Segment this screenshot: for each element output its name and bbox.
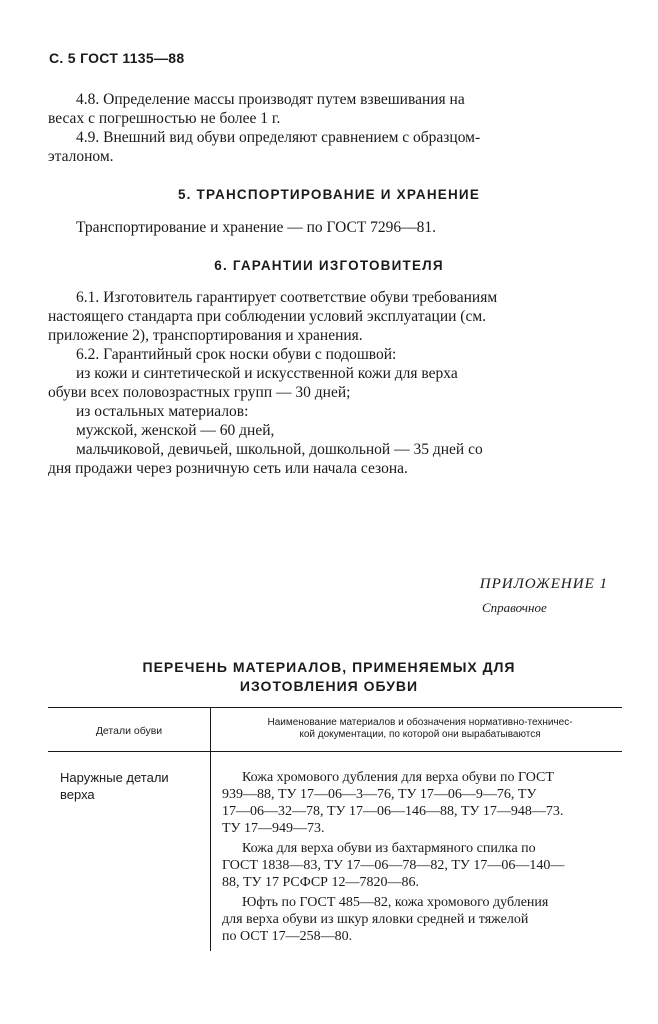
header-line: кой документации, по которой они вырабатываются [299,729,541,740]
text-line: 4.8. Определение массы производят путем взвешивания на [76,91,465,108]
table-header-divider [48,751,622,752]
materials-table [48,707,622,951]
cell-line: по ОСТ 17—258—80. [222,929,353,944]
cell-line: Кожа для верха обуви из бахтармяного спилка по [242,841,536,856]
cell-line: 88, ТУ 17 РСФСР 12—7820—86. [222,875,419,890]
paragraph-4-8 [48,90,618,128]
cell-line: Юфть по ГОСТ 485—82, кожа хромового дубления [242,895,549,910]
material-entry [222,840,618,891]
cell-line: 939—88, ТУ 17—06—3—76, ТУ 17—06—9—76, ТУ [222,787,537,802]
cell-line: верха [60,787,95,802]
text-line: 6.1. Изготовитель гарантирует соответствие обуви требованиям [76,289,498,306]
section-5-title: 5. ТРАНСПОРТИРОВАНИЕ И ХРАНЕНИЕ [177,187,481,202]
text-line: весах с погрешностью не более 1 г. [48,110,281,127]
cell-line: для верха обуви из шкур яловки средней и тяжелой [222,912,529,927]
list-title-line: ПЕРЕЧЕНЬ МАТЕРИАЛОВ, ПРИМЕНЯЕМЫХ ДЛЯ [142,659,516,675]
cell-line: ГОСТ 1838—83, ТУ 17—06—78—82, ТУ 17—06—140— [222,858,565,873]
text-line: обуви всех половозрастных групп — 30 дней; [48,384,351,401]
section-5-text [48,218,618,237]
text-line: 6.2. Гарантийный срок носки обуви с подошвой: [76,346,397,363]
material-entry [222,894,618,945]
text-line: из кожи и синтетической и искусственной кожи для верха [76,365,458,382]
appendix-subtitle: Справочное [482,600,547,615]
text-line: дня продажи через розничную сеть или начала сезона. [48,460,408,477]
section-6-text [48,288,618,478]
table-cell-materials [222,769,618,948]
cell-line: Наружные детали [60,770,169,785]
table-header-parts: Детали обуви [95,725,163,737]
section-6-title: 6. ГАРАНТИИ ИЗГОТОВИТЕЛЯ [214,258,444,273]
page-header: С. 5 ГОСТ 1135—88 [49,50,185,66]
paragraph-4-9 [48,128,618,166]
table-header-materials [224,717,616,741]
cell-line: Кожа хромового дубления для верха обуви по ГОСТ [242,770,554,785]
text-line: из остальных материалов: [76,403,249,420]
cell-line: 17—06—32—78, ТУ 17—06—146—88, ТУ 17—948—73. [222,804,564,819]
text-line: мальчиковой, девичьей, школьной, дошкольной — 35 дней со [76,441,483,458]
material-entry [222,769,618,837]
text-line: настоящего стандарта при соблюдении условий эксплуатации (см. [48,308,487,325]
list-title-line: ИЗОТОВЛЕНИЯ ОБУВИ [239,678,419,694]
text-line: Транспортирование и хранение — по ГОСТ 7296—81. [76,219,437,236]
text-line: приложение 2), транспортирования и хранения. [48,327,363,344]
table-column-divider [210,708,211,951]
text-line: мужской, женской — 60 дней, [76,422,275,439]
list-title [0,658,658,696]
cell-line: ТУ 17—949—73. [222,821,325,836]
text-line: 4.9. Внешний вид обуви определяют сравнением с образцом- [76,129,481,146]
text-line: эталоном. [48,148,114,165]
appendix-title: ПРИЛОЖЕНИЕ 1 [479,576,608,592]
header-line: Наименование материалов и обозначения нормативно-техничес- [267,717,573,728]
table-cell-part [60,769,200,803]
